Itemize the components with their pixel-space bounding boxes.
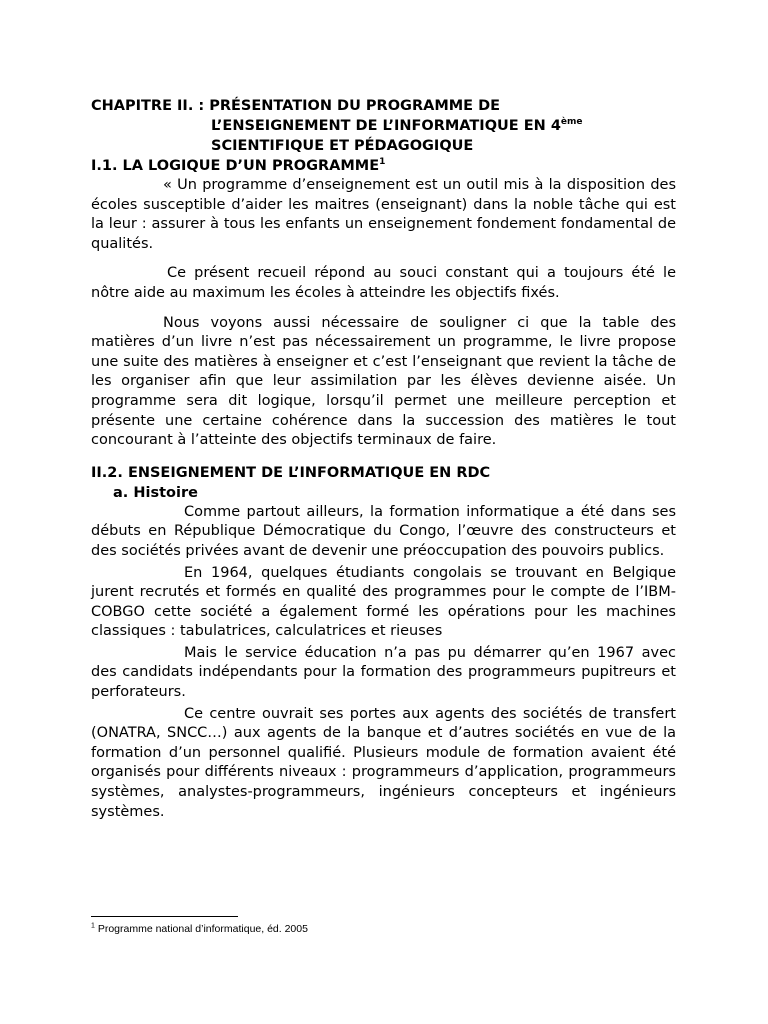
document-body xyxy=(91,96,676,822)
section-2-paragraph-2: En 1964, quelques étudiants congolais se trouvant en Belgique jurent recrutés et formés en qualité des programmes pour le compte de l’IBM-COBGO cette société a également formé les opérations pour les machines classiques : tabulatrices, calculatrices et rieuses xyxy=(91,564,676,640)
section-1-paragraph-1: « Un programme d’enseignement est un outil mis à la disposition des écoles susceptible d’aider les maitres (enseignant) dans la noble tâche qui est la leur : assurer à tous les enfants un enseignement fondement fondamental de qualités. xyxy=(91,177,676,252)
footnote-reference: 1 xyxy=(379,157,386,168)
section-2-paragraph-4: Ce centre ouvrait ses portes aux agents des sociétés de transfert (ONATRA, SNCC…) aux agents de la banque et d’autres sociétés en vue de la formation d’un personnel qualifié. Plusieurs module de formation avaient été organisés pour différents niveaux : programmeurs d’application, programmeurs systèmes, analystes-programmeurs, ingénieurs concepteurs et ingénieurs systèmes. xyxy=(91,705,676,820)
section-1-paragraph-2: Ce présent recueil répond au souci constant qui a toujours été le nôtre aide au maximum les écoles à atteindre les objectifs fixés. xyxy=(91,265,676,301)
section-1-heading: I.1. LA LOGIQUE D’UN PROGRAMME$^1$ xyxy=(91,157,386,174)
section-2-paragraph-3: Mais le service éducation n’a pas pu démarrer qu’en 1967 avec des candidats indépendants pour la formation des programmeurs pupitreurs et perforateurs. xyxy=(91,644,676,701)
section-1-paragraph-3: Nous voyons aussi nécessaire de souligner ci que la table des matières d’un livre n’est pas nécessairement un programme, le livre propose une suite des matières à enseigner et c’est l’enseignant que revient la tâche de les organiser afin que leur assimilation par les élèves devienne aisée. Un programme sera dit logique, lorsqu’il permet une meilleure perception et présente une certaine cohérence dans la succession des matières le tout concourant à l’atteinte des objectifs terminaux de faire. xyxy=(91,314,676,449)
footnote-text: Programme national d’informatique, éd. 2005 xyxy=(97,923,308,935)
footnote-number: 1 xyxy=(91,922,95,930)
footnote-separator xyxy=(91,916,238,917)
chapter-title-line-3: SCIENTIFIQUE ET PÉDAGOGIQUE xyxy=(211,138,474,154)
subsection-heading-histoire: a. Histoire xyxy=(113,484,198,501)
chapter-title-line-1: CHAPITRE II. : PRÉSENTATION DU PROGRAMME DE xyxy=(91,98,501,114)
section-2-paragraph-1: Comme partout ailleurs, la formation informatique a été dans ses débuts en République Démocratique du Congo, l’œuvre des constructeurs et des sociétés privées avant de devenir une préoccupation des pouvoirs publics. xyxy=(91,503,676,559)
chapter-title-superscript: ème xyxy=(560,117,583,128)
chapter-title-line-2: L’ENSEIGNEMENT DE L’INFORMATIQUE EN 4ème xyxy=(211,117,583,134)
footnote xyxy=(91,922,308,936)
section-2-heading: II.2. ENSEIGNEMENT DE L’INFORMATIQUE EN RDC xyxy=(91,464,491,481)
chapter-title xyxy=(91,96,676,156)
